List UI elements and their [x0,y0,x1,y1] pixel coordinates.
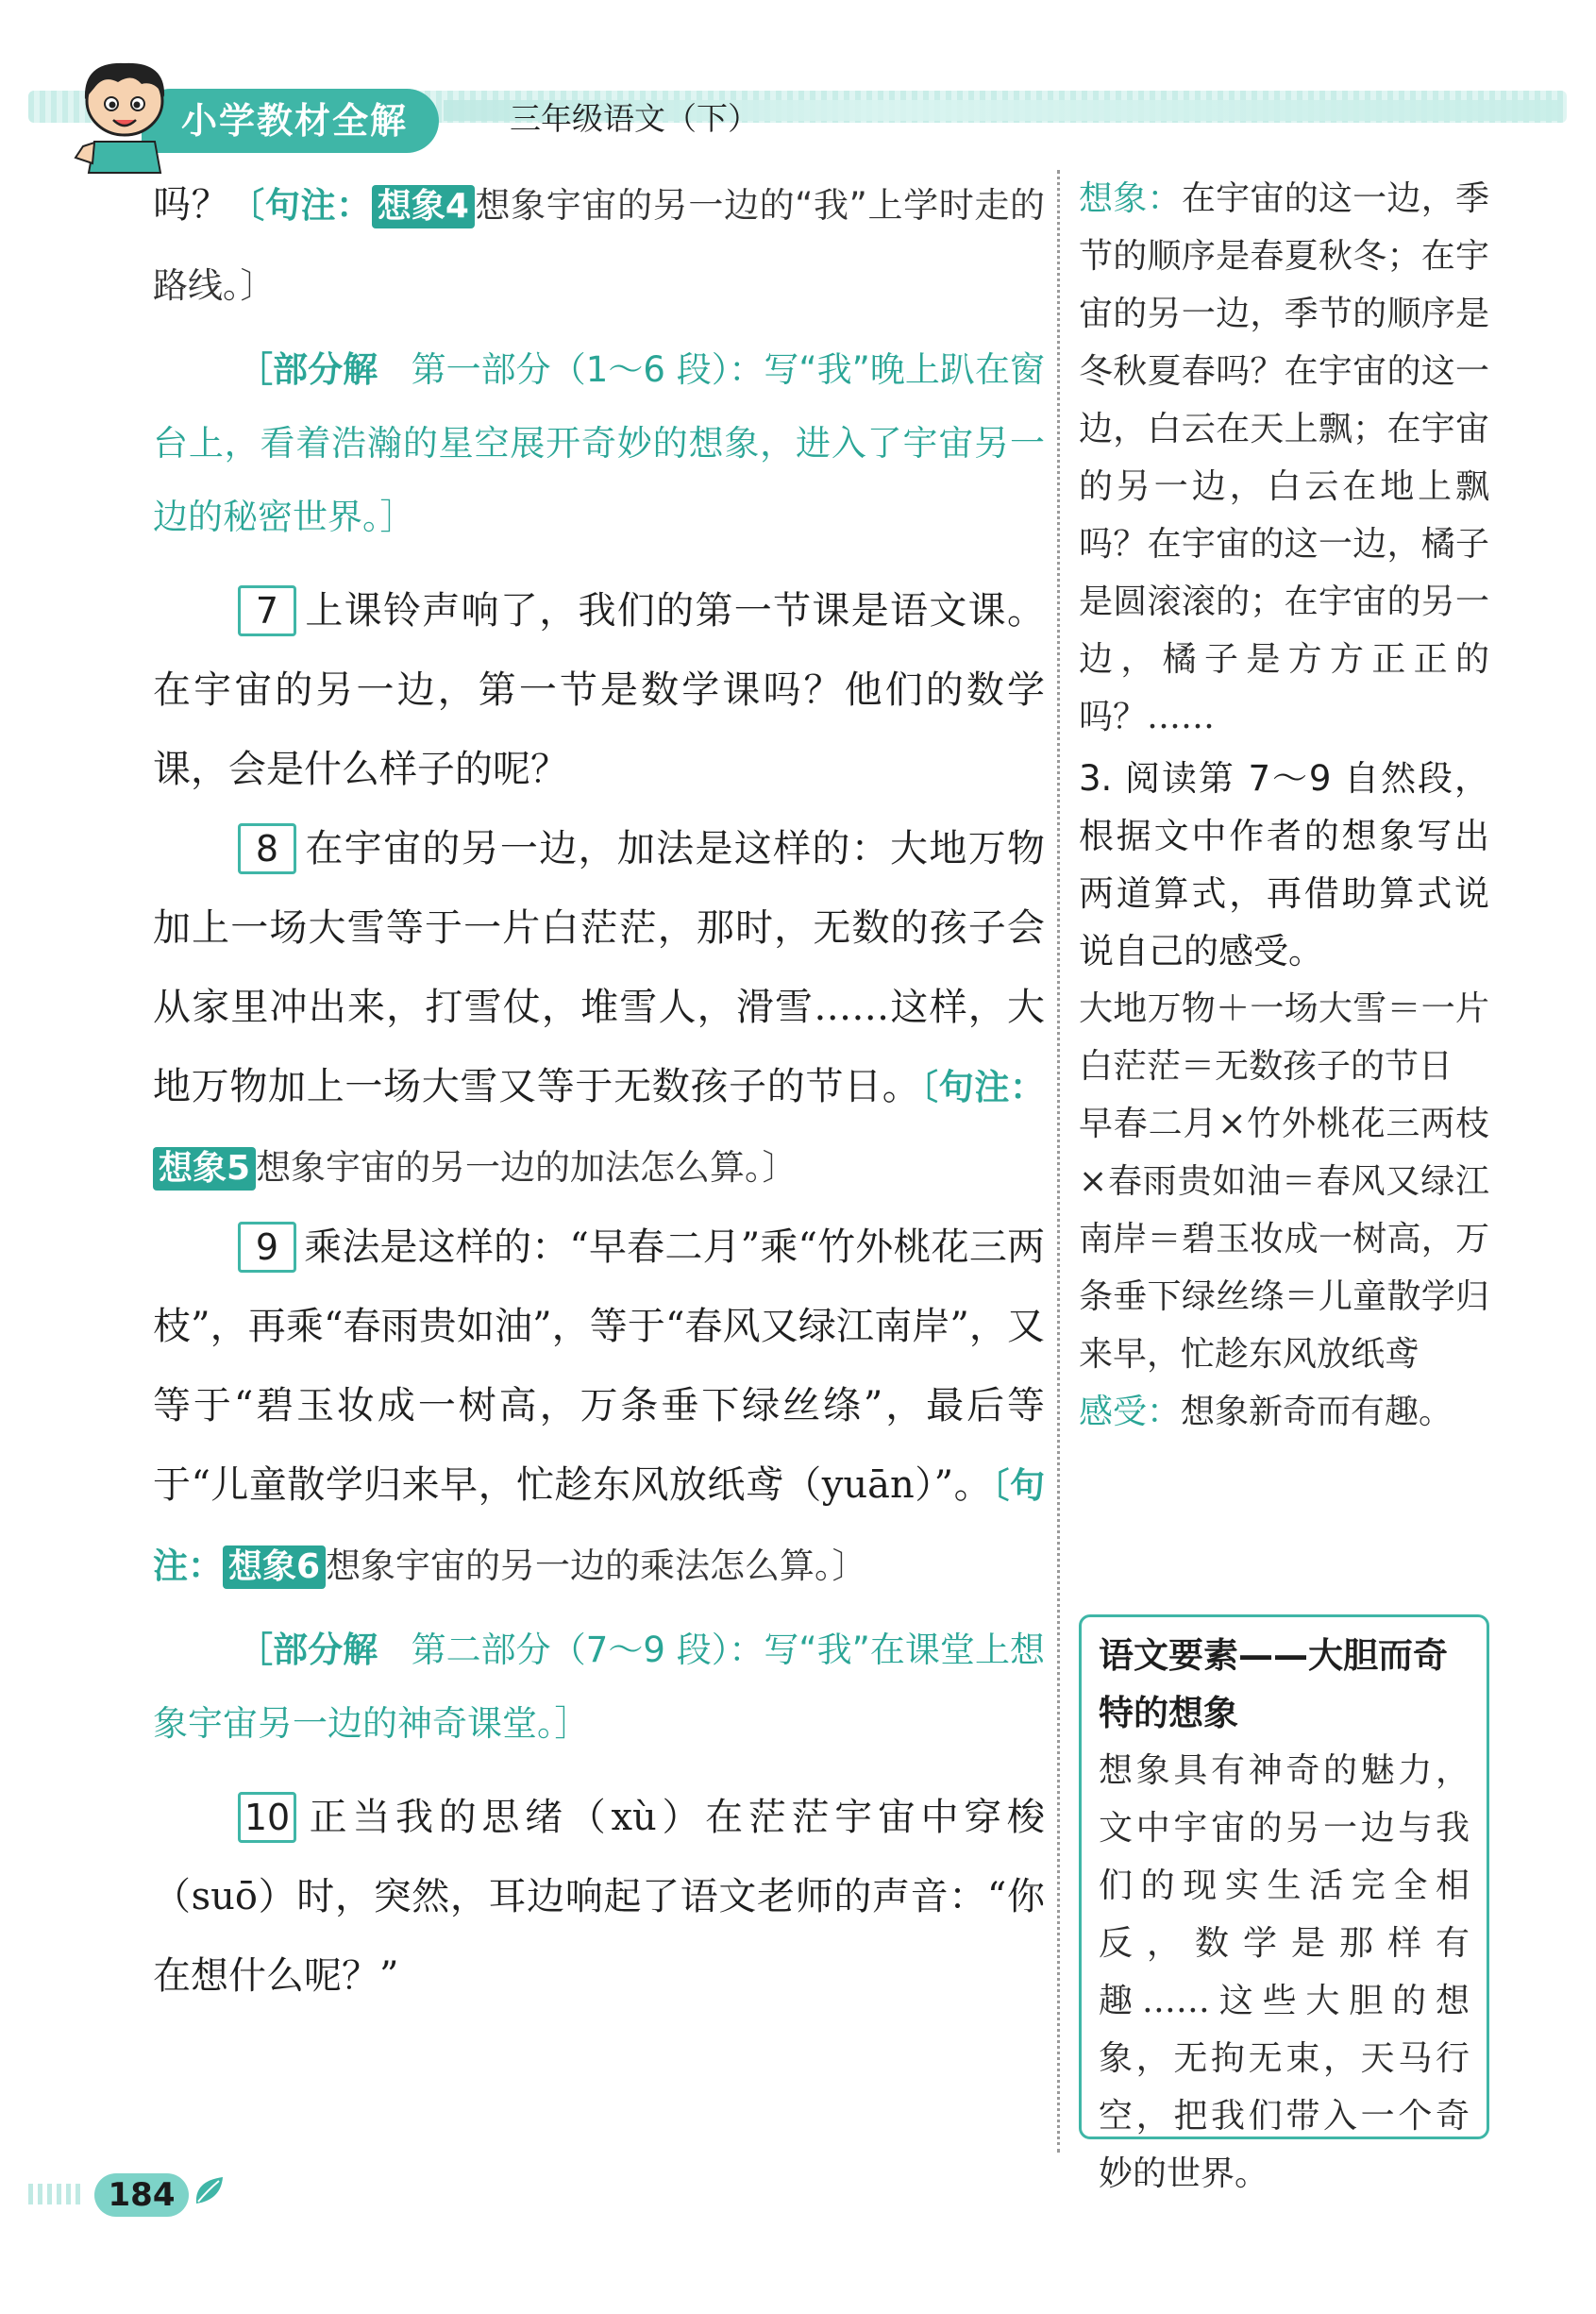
sentence-note-label: 〔句注： [920,1067,1046,1107]
section-text: 第一部分（1～6 段）：写“我”晚上趴在窗台上，看着浩瀚的星空展开奇妙的想象，进入了宇宙另一边的秘密世界。］ [153,349,1045,537]
paragraph-text: 正当我的思绪（xù）在茫茫宇宙中穿梭（suō）时，突然，耳边响起了语文老师的声音：“你在想什么呢？” [153,1796,1045,1998]
sentence-note-text: 想象宇宙的另一边的加法怎么算。〕 [256,1147,798,1188]
sentence-note-label: 〔句注： [229,185,372,226]
formula-2: 早春二月×竹外桃花三两枝×春雨贵如油＝春风又绿江南岸＝碧玉妆成一树高，万条垂下绿丝绦＝儿童散学归来早，忙趁东风放纸鸢 [1079,1105,1489,1374]
paragraph-number: 7 [238,585,296,636]
paragraph-8 [153,809,1045,1208]
section-label: ［部分解 [238,1630,378,1670]
imagine-badge: 想象4 [372,185,475,228]
paragraph-7 [153,571,1045,809]
paragraph-text: 乘法是这样的：“早春二月”乘“竹外桃花三两枝”，再乘“春雨贵如油”，等于“春风又绿江南岸”，又等于“碧玉妆成一树高，万条垂下绿丝绦”，最后等于“儿童散学归来早，忙趁东风放纸鸢（yuān）”。 [153,1225,1045,1507]
section-text: 第二部分（7～9 段）：写“我”在课堂上想象宇宙另一边的神奇课堂。］ [153,1630,1045,1744]
paragraph-number: 9 [238,1222,296,1273]
page-footer [0,2162,1596,2228]
column-divider [1057,170,1060,2153]
page-number: 184 [94,2173,189,2217]
subject-label: 三年级语文（下） [510,100,759,137]
paragraph-number: 8 [238,823,296,874]
summary-title: 语文要素——大胆而奇特的想象 [1099,1635,1448,1733]
book-title: 小学教材全解 [142,89,439,153]
imagine-text: 在宇宙的这一边，季节的顺序是春夏秋冬；在宇宙的另一边，季节的顺序是冬秋夏春吗？在宇宙的这一边，白云在天上飘；在宇宙的另一边，白云在地上飘吗？在宇宙的这一边，橘子是圆滚滚的；在宇宙的另一边，橘子是方方正正的吗？…… [1079,179,1489,736]
main-text-column [153,165,1045,2016]
exercise-question: 3. 阅读第 7～9 自然段，根据文中作者的想象写出两道算式，再借助算式说说自己的感受。 [1079,758,1489,971]
section-label: ［部分解 [238,349,378,390]
section-summary-1 [153,333,1045,554]
section-summary-2 [153,1613,1045,1761]
side-notes-column [1079,170,1489,1441]
imagine-badge: 想象5 [153,1147,256,1191]
sentence-note-text: 想象宇宙的另一边的乘法怎么算。〕 [326,1545,867,1586]
sentence-note-label: 〔句注： [153,1465,1045,1586]
paragraph-9 [153,1208,1045,1606]
feeling-text: 想象新奇而有趣。 [1181,1393,1453,1431]
paragraph-number: 10 [238,1792,296,1843]
feeling-note [1079,1383,1489,1441]
paragraph-10 [153,1778,1045,2016]
imagine-badge: 想象6 [223,1545,326,1589]
boy-mascot-icon [66,52,189,175]
language-element-box [1079,1614,1489,2193]
paragraph-text: 在宇宙的另一边，加法是这样的：大地万物加上一场大雪等于一片白茫茫，那时，无数的孩子会从家里冲出来，打雪仗，堆雪人，滑雪……这样，大地万物加上一场大雪又等于无数孩子的节日。 [153,827,1045,1108]
imagine-label: 想象： [1079,179,1182,218]
formula-1: 大地万物＋一场大雪＝一片白茫茫＝无数孩子的节日 [1079,989,1489,1086]
summary-body: 想象具有神奇的魅力，文中宇宙的另一边与我们的现实生活完全相反，数学是那样有趣……这些大胆的想象，无拘无束，天马行空，把我们带入一个奇妙的世界。 [1099,1751,1470,2193]
footer-stripe [28,2184,85,2204]
paragraph-text: 上课铃声响了，我们的第一节课是语文课。在宇宙的另一边，第一节是数学课吗？他们的数学课，会是什么样子的呢？ [153,589,1045,791]
feeling-label: 感受： [1079,1393,1182,1431]
leaf-icon [191,2171,228,2209]
imagine-note [1079,170,1489,746]
page-header [0,0,1596,179]
sentence-note-text: 想象宇宙的另一边的“我”上学时走的路线。〕 [153,185,1046,306]
paragraph-text: 吗？ [153,183,230,227]
paragraph-continued [153,165,1045,326]
